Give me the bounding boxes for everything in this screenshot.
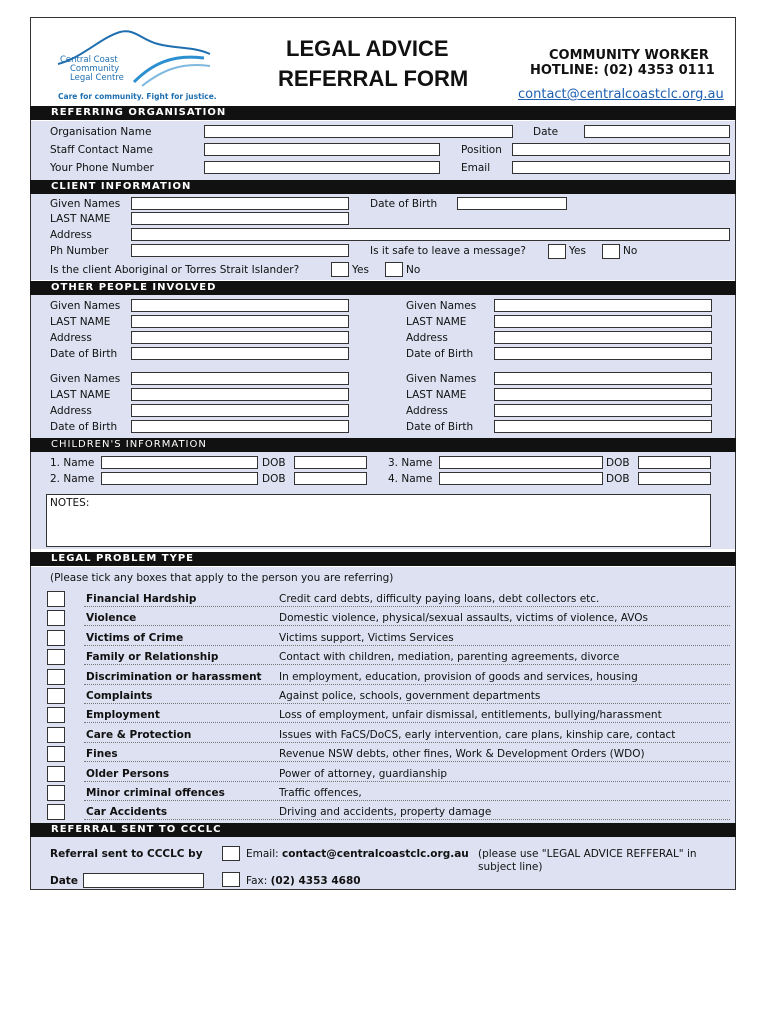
safe-message-label: Is it safe to leave a message?: [370, 245, 526, 257]
child2-name-label: 2. Name: [50, 473, 95, 485]
position-field[interactable]: [512, 143, 730, 156]
legal-item-divider: [84, 819, 730, 820]
sent-fax-text: [246, 875, 361, 887]
child3-dob-label: DOB: [606, 457, 630, 469]
safe-message-yes-checkbox[interactable]: [548, 244, 566, 259]
sent-email-checkbox[interactable]: [222, 846, 240, 861]
child3-name-label: 3. Name: [388, 457, 433, 469]
legal-item-description: Issues with FaCS/DoCS, early intervention, care plans, kinship care, contact: [279, 729, 676, 741]
legal-item-checkbox[interactable]: [47, 766, 65, 782]
referring-heading: REFERRING ORGANISATION: [30, 106, 736, 120]
phone-field[interactable]: [204, 161, 440, 174]
legal-item-type: Employment: [86, 709, 160, 721]
legal-item-divider: [84, 645, 730, 646]
legal-item-divider: [84, 800, 730, 801]
child4-name-label: 4. Name: [388, 473, 433, 485]
person2-last-label: LAST NAME: [406, 316, 467, 328]
child3-dob-field[interactable]: [638, 456, 711, 469]
staff-contact-label: Staff Contact Name: [50, 144, 153, 156]
person4-dob-field[interactable]: [494, 420, 712, 433]
legal-heading: LEGAL PROBLEM TYPE: [30, 552, 736, 566]
legal-item-description: Credit card debts, difficulty paying loans, debt collectors etc.: [279, 593, 600, 605]
hotline-line-1: COMMUNITY WORKER: [549, 48, 709, 63]
person1-address-field[interactable]: [131, 331, 349, 344]
legal-item-description: Domestic violence, physical/sexual assaults, victims of violence, AVOs: [279, 612, 649, 624]
person3-dob-label: Date of Birth: [50, 421, 118, 433]
sent-fax-checkbox[interactable]: [222, 872, 240, 887]
hotline-line-2: HOTLINE: (02) 4353 0111: [530, 63, 715, 78]
others-heading: OTHER PEOPLE INVOLVED: [30, 281, 736, 295]
aboriginal-label: Is the client Aboriginal or Torres Strait Islander?: [50, 264, 300, 276]
legal-item-type: Financial Hardship: [86, 593, 197, 605]
person4-dob-label: Date of Birth: [406, 421, 474, 433]
person2-given-label: Given Names: [406, 300, 477, 312]
legal-item-checkbox[interactable]: [47, 630, 65, 646]
person4-given-field[interactable]: [494, 372, 712, 385]
person4-last-field[interactable]: [494, 388, 712, 401]
sent-email-label: Email:: [246, 848, 283, 860]
legal-item-divider: [84, 742, 730, 743]
person3-given-label: Given Names: [50, 373, 121, 385]
notes-field[interactable]: [46, 494, 711, 547]
legal-item-checkbox[interactable]: [47, 649, 65, 665]
person3-address-label: Address: [50, 405, 92, 417]
client-ph-label: Ph Number: [50, 245, 109, 257]
legal-item-divider: [84, 703, 730, 704]
sent-by-label: Referral sent to CCCLC by: [50, 848, 203, 860]
sent-fax-label: Fax:: [246, 875, 271, 887]
email-label: Email: [461, 162, 491, 174]
sent-email-text: [246, 848, 469, 860]
person2-address-field[interactable]: [494, 331, 712, 344]
staff-contact-field[interactable]: [204, 143, 440, 156]
client-given-names-label: Given Names: [50, 198, 121, 210]
legal-instruction: (Please tick any boxes that apply to the person you are referring): [50, 572, 394, 584]
person1-given-field[interactable]: [131, 299, 349, 312]
person3-dob-field[interactable]: [131, 420, 349, 433]
sent-email-value: contact@centralcoastclc.org.au: [282, 848, 469, 860]
legal-item-divider: [84, 781, 730, 782]
person4-last-label: LAST NAME: [406, 389, 467, 401]
child2-dob-field[interactable]: [294, 472, 367, 485]
org-name-label: Organisation Name: [50, 126, 152, 138]
sent-heading: REFERRAL SENT TO CCCLC: [30, 823, 736, 837]
client-dob-label: Date of Birth: [370, 198, 438, 210]
form-title-line-1: LEGAL ADVICE: [286, 36, 449, 61]
legal-item-type: Violence: [86, 612, 137, 624]
legal-item-checkbox[interactable]: [47, 591, 65, 607]
person2-last-field[interactable]: [494, 315, 712, 328]
person1-dob-label: Date of Birth: [50, 348, 118, 360]
referral-date-label: Date: [533, 126, 559, 138]
person4-address-label: Address: [406, 405, 448, 417]
client-heading: CLIENT INFORMATION: [30, 180, 736, 194]
phone-label: Your Phone Number: [50, 162, 154, 174]
children-heading: CHILDREN'S INFORMATION: [30, 438, 736, 452]
legal-item-type: Fines: [86, 748, 118, 760]
legal-item-description: In employment, education, provision of goods and services, housing: [279, 671, 638, 683]
child4-dob-field[interactable]: [638, 472, 711, 485]
legal-item-description: Driving and accidents, property damage: [279, 806, 492, 818]
legal-item-description: Victims support, Victims Services: [279, 632, 454, 644]
legal-item-type: Minor criminal offences: [86, 787, 225, 799]
client-given-names-field[interactable]: [131, 197, 349, 210]
person2-given-field[interactable]: [494, 299, 712, 312]
referral-date-field[interactable]: [584, 125, 730, 138]
safe-message-yes-label: Yes: [569, 245, 586, 257]
logo-line-1: Central Coast: [60, 55, 118, 65]
legal-item-type: Care & Protection: [86, 729, 192, 741]
child4-dob-label: DOB: [606, 473, 630, 485]
person1-address-label: Address: [50, 332, 92, 344]
person3-last-field[interactable]: [131, 388, 349, 401]
legal-item-type: Discrimination or harassment: [86, 671, 262, 683]
contact-email-link[interactable]: contact@centralcoastclc.org.au: [518, 87, 724, 102]
position-label: Position: [461, 144, 502, 156]
sent-note-line-1: (please use "LEGAL ADVICE REFFERAL" in: [478, 848, 697, 860]
child1-name-field[interactable]: [101, 456, 258, 469]
legal-item-checkbox[interactable]: [47, 727, 65, 743]
client-dob-field[interactable]: [457, 197, 567, 210]
org-name-field[interactable]: [204, 125, 513, 138]
person2-address-label: Address: [406, 332, 448, 344]
legal-item-checkbox[interactable]: [47, 785, 65, 801]
person1-dob-field[interactable]: [131, 347, 349, 360]
legal-item-checkbox[interactable]: [47, 707, 65, 723]
legal-item-divider: [84, 722, 730, 723]
aboriginal-yes-checkbox[interactable]: [331, 262, 349, 277]
child2-dob-label: DOB: [262, 473, 286, 485]
legal-item-description: Contact with children, mediation, parenting agreements, divorce: [279, 651, 620, 663]
legal-item-divider: [84, 625, 730, 626]
legal-item-type: Family or Relationship: [86, 651, 219, 663]
legal-item-divider: [84, 761, 730, 762]
child1-dob-field[interactable]: [294, 456, 367, 469]
sent-fax-value: (02) 4353 4680: [270, 875, 361, 887]
child4-name-field[interactable]: [439, 472, 603, 485]
person2-dob-label: Date of Birth: [406, 348, 474, 360]
client-ph-field[interactable]: [131, 244, 349, 257]
person3-last-label: LAST NAME: [50, 389, 111, 401]
child1-dob-label: DOB: [262, 457, 286, 469]
notes-label: NOTES:: [50, 497, 90, 509]
legal-item-checkbox[interactable]: [47, 669, 65, 685]
aboriginal-no-checkbox[interactable]: [385, 262, 403, 277]
person1-last-label: LAST NAME: [50, 316, 111, 328]
safe-message-no-label: No: [623, 245, 638, 257]
form-title-line-2: REFERRAL FORM: [278, 66, 469, 91]
client-address-field[interactable]: [131, 228, 730, 241]
safe-message-no-checkbox[interactable]: [602, 244, 620, 259]
logo-tagline: Care for community. Fight for justice.: [58, 92, 217, 101]
legal-item-description: Traffic offences,: [279, 787, 362, 799]
legal-item-divider: [84, 664, 730, 665]
legal-item-checkbox[interactable]: [47, 688, 65, 704]
child1-name-label: 1. Name: [50, 457, 95, 469]
logo-line-3: Legal Centre: [70, 73, 124, 83]
child2-name-field[interactable]: [101, 472, 258, 485]
legal-item-description: Revenue NSW debts, other fines, Work & Development Orders (WDO): [279, 748, 645, 760]
legal-item-checkbox[interactable]: [47, 610, 65, 626]
legal-item-type: Car Accidents: [86, 806, 168, 818]
legal-item-description: Against police, schools, government departments: [279, 690, 541, 702]
person3-given-field[interactable]: [131, 372, 349, 385]
person1-given-label: Given Names: [50, 300, 121, 312]
aboriginal-yes-label: Yes: [352, 264, 369, 276]
person3-address-field[interactable]: [131, 404, 349, 417]
aboriginal-no-label: No: [406, 264, 421, 276]
sent-date-label: Date: [50, 875, 78, 887]
client-last-name-field[interactable]: [131, 212, 349, 225]
person4-address-field[interactable]: [494, 404, 712, 417]
logo-line-2: Community: [70, 64, 120, 74]
legal-item-type: Complaints: [86, 690, 153, 702]
legal-item-type: Older Persons: [86, 768, 170, 780]
child3-name-field[interactable]: [439, 456, 603, 469]
legal-item-description: Loss of employment, unfair dismissal, entitlements, bullying/harassment: [279, 709, 662, 721]
client-last-name-label: LAST NAME: [50, 213, 111, 225]
client-address-label: Address: [50, 229, 92, 241]
legal-item-checkbox[interactable]: [47, 804, 65, 820]
person2-dob-field[interactable]: [494, 347, 712, 360]
legal-item-divider: [84, 684, 730, 685]
email-field[interactable]: [512, 161, 730, 174]
sent-note-line-2: subject line): [478, 861, 543, 873]
legal-item-divider: [84, 606, 730, 607]
sent-date-field[interactable]: [83, 873, 204, 888]
legal-item-type: Victims of Crime: [86, 632, 184, 644]
person4-given-label: Given Names: [406, 373, 477, 385]
legal-item-checkbox[interactable]: [47, 746, 65, 762]
person1-last-field[interactable]: [131, 315, 349, 328]
legal-item-description: Power of attorney, guardianship: [279, 768, 448, 780]
